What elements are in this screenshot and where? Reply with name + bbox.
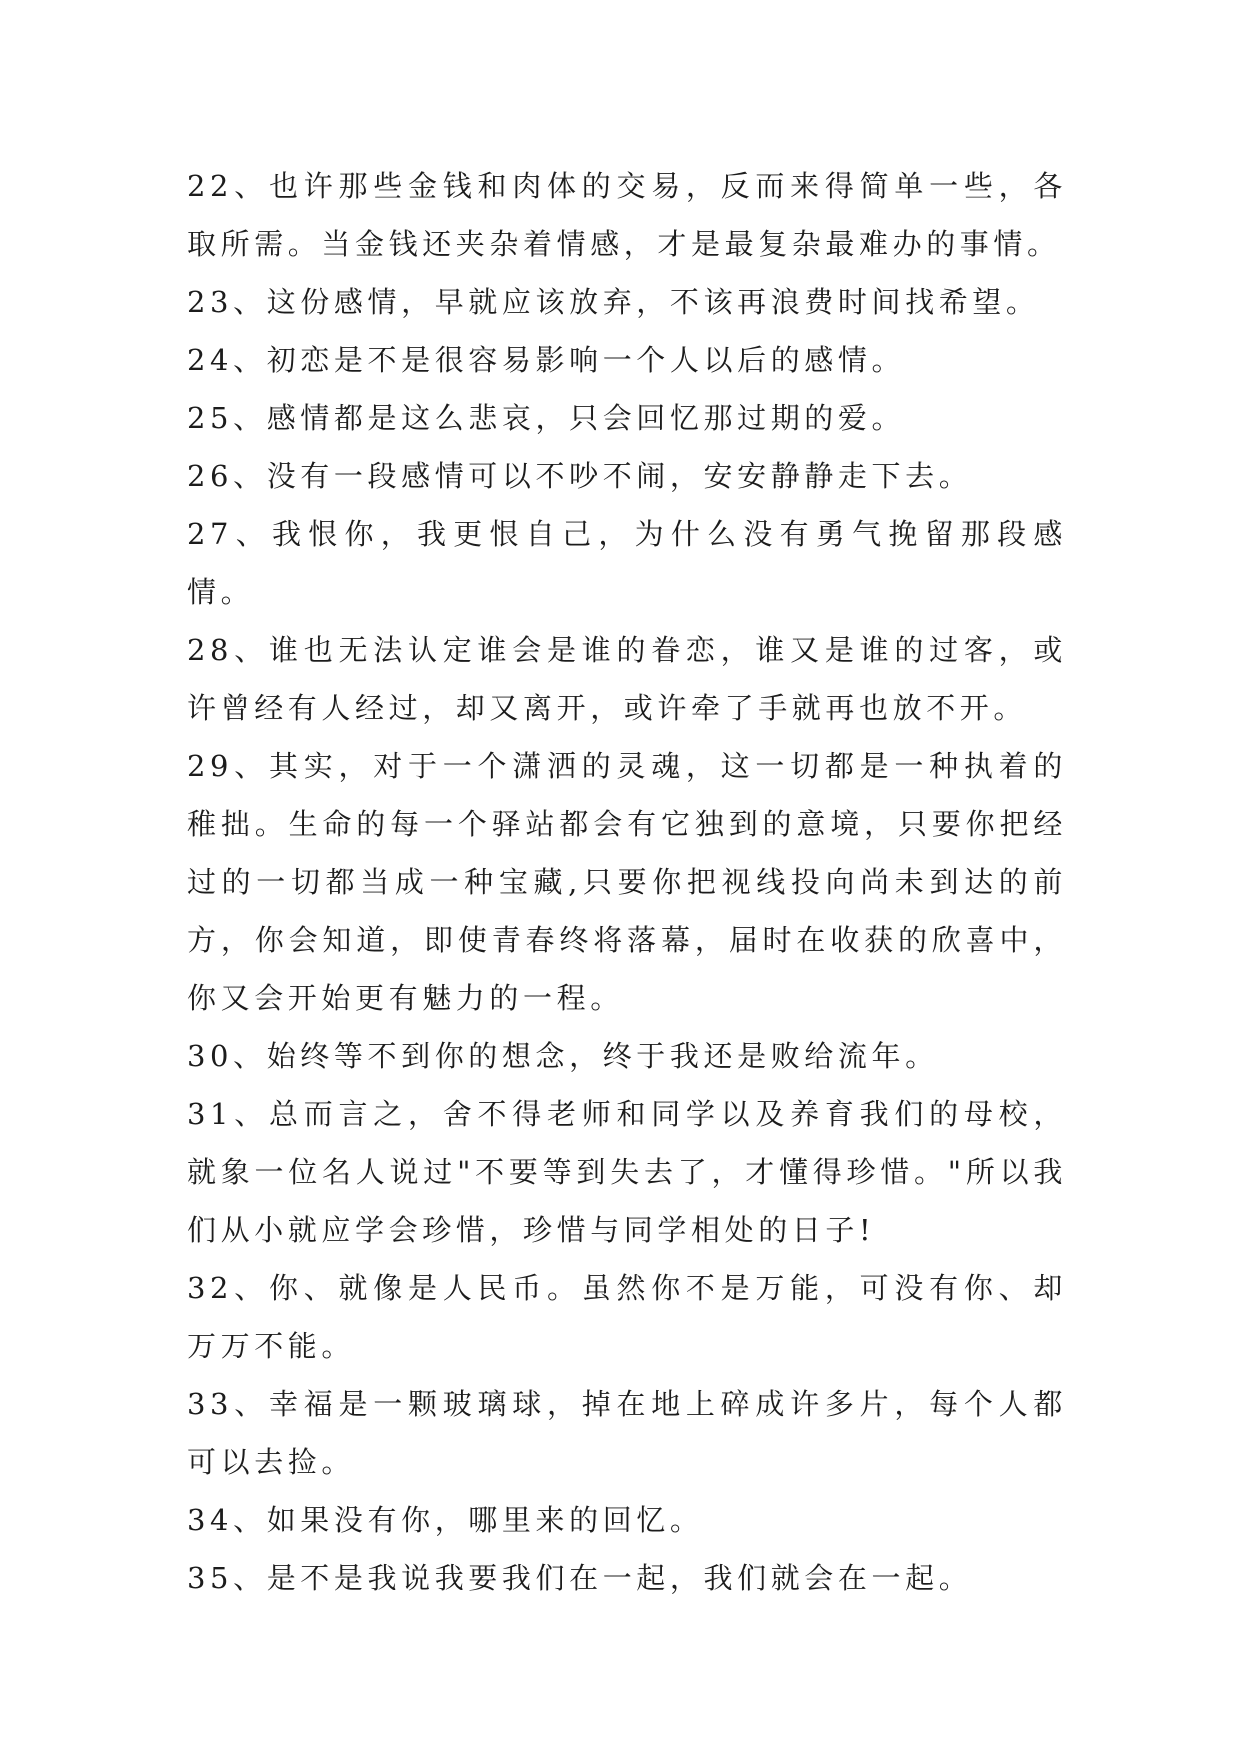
document-body (187, 157, 1067, 1607)
paragraph-23: 23、这份感情，早就应该放弃，不该再浪费时间找希望。 (187, 285, 1040, 319)
paragraph-31: 31、总而言之，舍不得老师和同学以及养育我们的母校，就象一位名人说过"不要等到失去了，才懂得珍惜。"所以我们从小就应学会珍惜，珍惜与同学相处的日子! (187, 1097, 1067, 1247)
paragraph-35: 35、是不是我说我要我们在一起，我们就会在一起。 (187, 1561, 973, 1595)
paragraph-28: 28、谁也无法认定谁会是谁的眷恋，谁又是谁的过客，或许曾经有人经过，却又离开，或许牵了手就再也放不开。 (187, 633, 1067, 725)
paragraph-26: 26、没有一段感情可以不吵不闹，安安静静走下去。 (187, 459, 973, 493)
paragraph-34: 34、如果没有你，哪里来的回忆。 (187, 1503, 704, 1537)
paragraph-29: 29、其实，对于一个潇洒的灵魂，这一切都是一种执着的稚拙。生命的每一个驿站都会有它独到的意境，只要你把经过的一切都当成一种宝藏,只要你把视线投向尚未到达的前方，你会知道，即使青春终将落幕，届时在收获的欣喜中，你又会开始更有魅力的一程。 (187, 749, 1067, 1015)
paragraph-27: 27、我恨你，我更恨自己，为什么没有勇气挽留那段感情。 (187, 517, 1067, 609)
paragraph-32: 32、你、就像是人民币。虽然你不是万能，可没有你、却万万不能。 (187, 1271, 1067, 1363)
paragraph-22: 22、也许那些金钱和肉体的交易，反而来得简单一些，各取所需。当金钱还夹杂着情感，才是最复杂最难办的事情。 (187, 169, 1067, 261)
paragraph-33: 33、幸福是一颗玻璃球，掉在地上碎成许多片，每个人都可以去捡。 (187, 1387, 1067, 1479)
paragraph-30: 30、始终等不到你的想念，终于我还是败给流年。 (187, 1039, 939, 1073)
paragraph-24: 24、初恋是不是很容易影响一个人以后的感情。 (187, 343, 906, 377)
paragraph-25: 25、感情都是这么悲哀，只会回忆那过期的爱。 (187, 401, 906, 435)
